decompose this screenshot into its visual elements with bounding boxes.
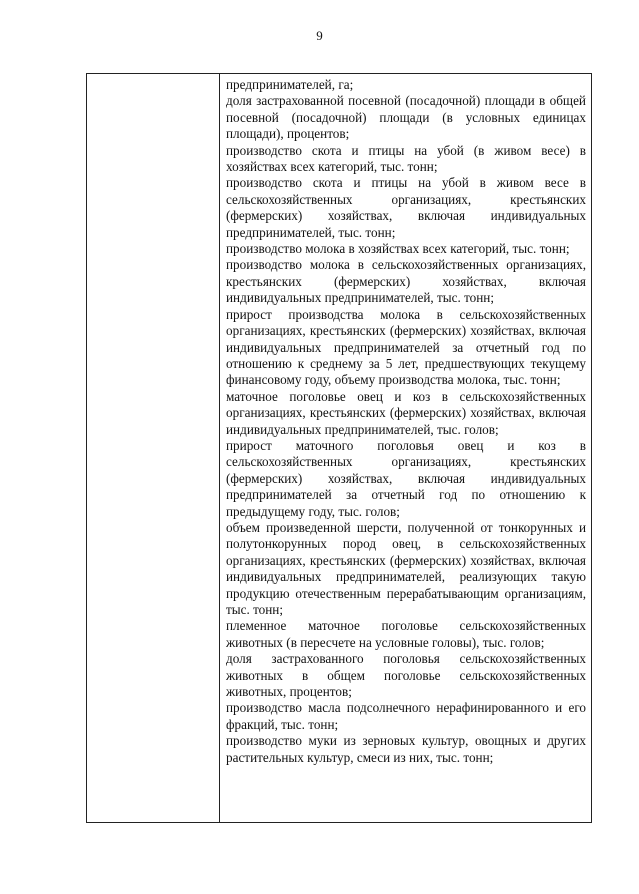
table-left-cell <box>87 74 220 822</box>
indicator-item: производство скота и птицы на убой в живом весе в сельскохозяйственных организациях, крестьянских (фермерских) хозяйствах, включая индивидуальных предпринимателей, тыс. тонн; <box>226 175 586 240</box>
indicator-item: маточное поголовье овец и коз в сельскохозяйственных организациях, крестьянских (фермерских) хозяйствах, включая индивидуальных предпринимателей, тыс. голов; <box>226 388 586 437</box>
indicator-item: прирост производства молока в сельскохозяйственных организациях, крестьянских (фермерских) хозяйствах, включая индивидуальных предпринимателей за отчетный год по отношению к среднему за 5 лет, предшествующих текущему финансовому году, объему производства молока, тыс. тонн; <box>226 306 586 388</box>
indicator-item: производство муки из зерновых культур, овощных и других растительных культур, смеси из них, тыс. тонн; <box>226 733 586 765</box>
indicator-item: доля застрахованного поголовья сельскохозяйственных животных в общем поголовье сельскохозяйственных животных, процентов; <box>226 651 586 700</box>
indicator-item: производство молока в сельскохозяйственных организациях, крестьянских (фермерских) хозяйствах, включая индивидуальных предпринимателей, тыс. тонн; <box>226 257 586 306</box>
indicator-item: предпринимателей, га; <box>226 77 354 92</box>
indicator-item: объем произведенной шерсти, полученной от тонкорунных и полутонкорунных пород овец, в сельскохозяйственных организациях, крестьянских (фермерских) хозяйствах, включая индивидуальных предпринимателей, реализующих такую продукцию отечественным перерабатывающим организациям, тыс. тонн; <box>226 519 586 617</box>
page-number: 9 <box>316 28 323 43</box>
indicator-item: доля застрахованной посевной (посадочной) площади в общей посевной (посадочной) площади (в условных единицах площади), процентов; <box>226 93 586 142</box>
table-right-cell <box>220 74 591 822</box>
indicator-item: производство скота и птицы на убой (в живом весе) в хозяйствах всех категорий, тыс. тонн; <box>226 142 586 175</box>
indicator-item: производство масла подсолнечного нерафинированного и его фракций, тыс. тонн; <box>226 700 586 732</box>
indicator-item: племенное маточное поголовье сельскохозяйственных животных (в пересчете на условные головы), тыс. голов; <box>226 618 586 650</box>
indicator-item: прирост маточного поголовья овец и коз в сельскохозяйственных организациях, крестьянских (фермерских) хозяйствах, включая индивидуальных предпринимателей за отчетный год по отношению к предыдущему году, тыс. голов; <box>226 437 586 519</box>
indicator-item: производство молока в хозяйствах всех категорий, тыс. тонн; <box>226 241 570 257</box>
indicator-table <box>86 73 592 823</box>
